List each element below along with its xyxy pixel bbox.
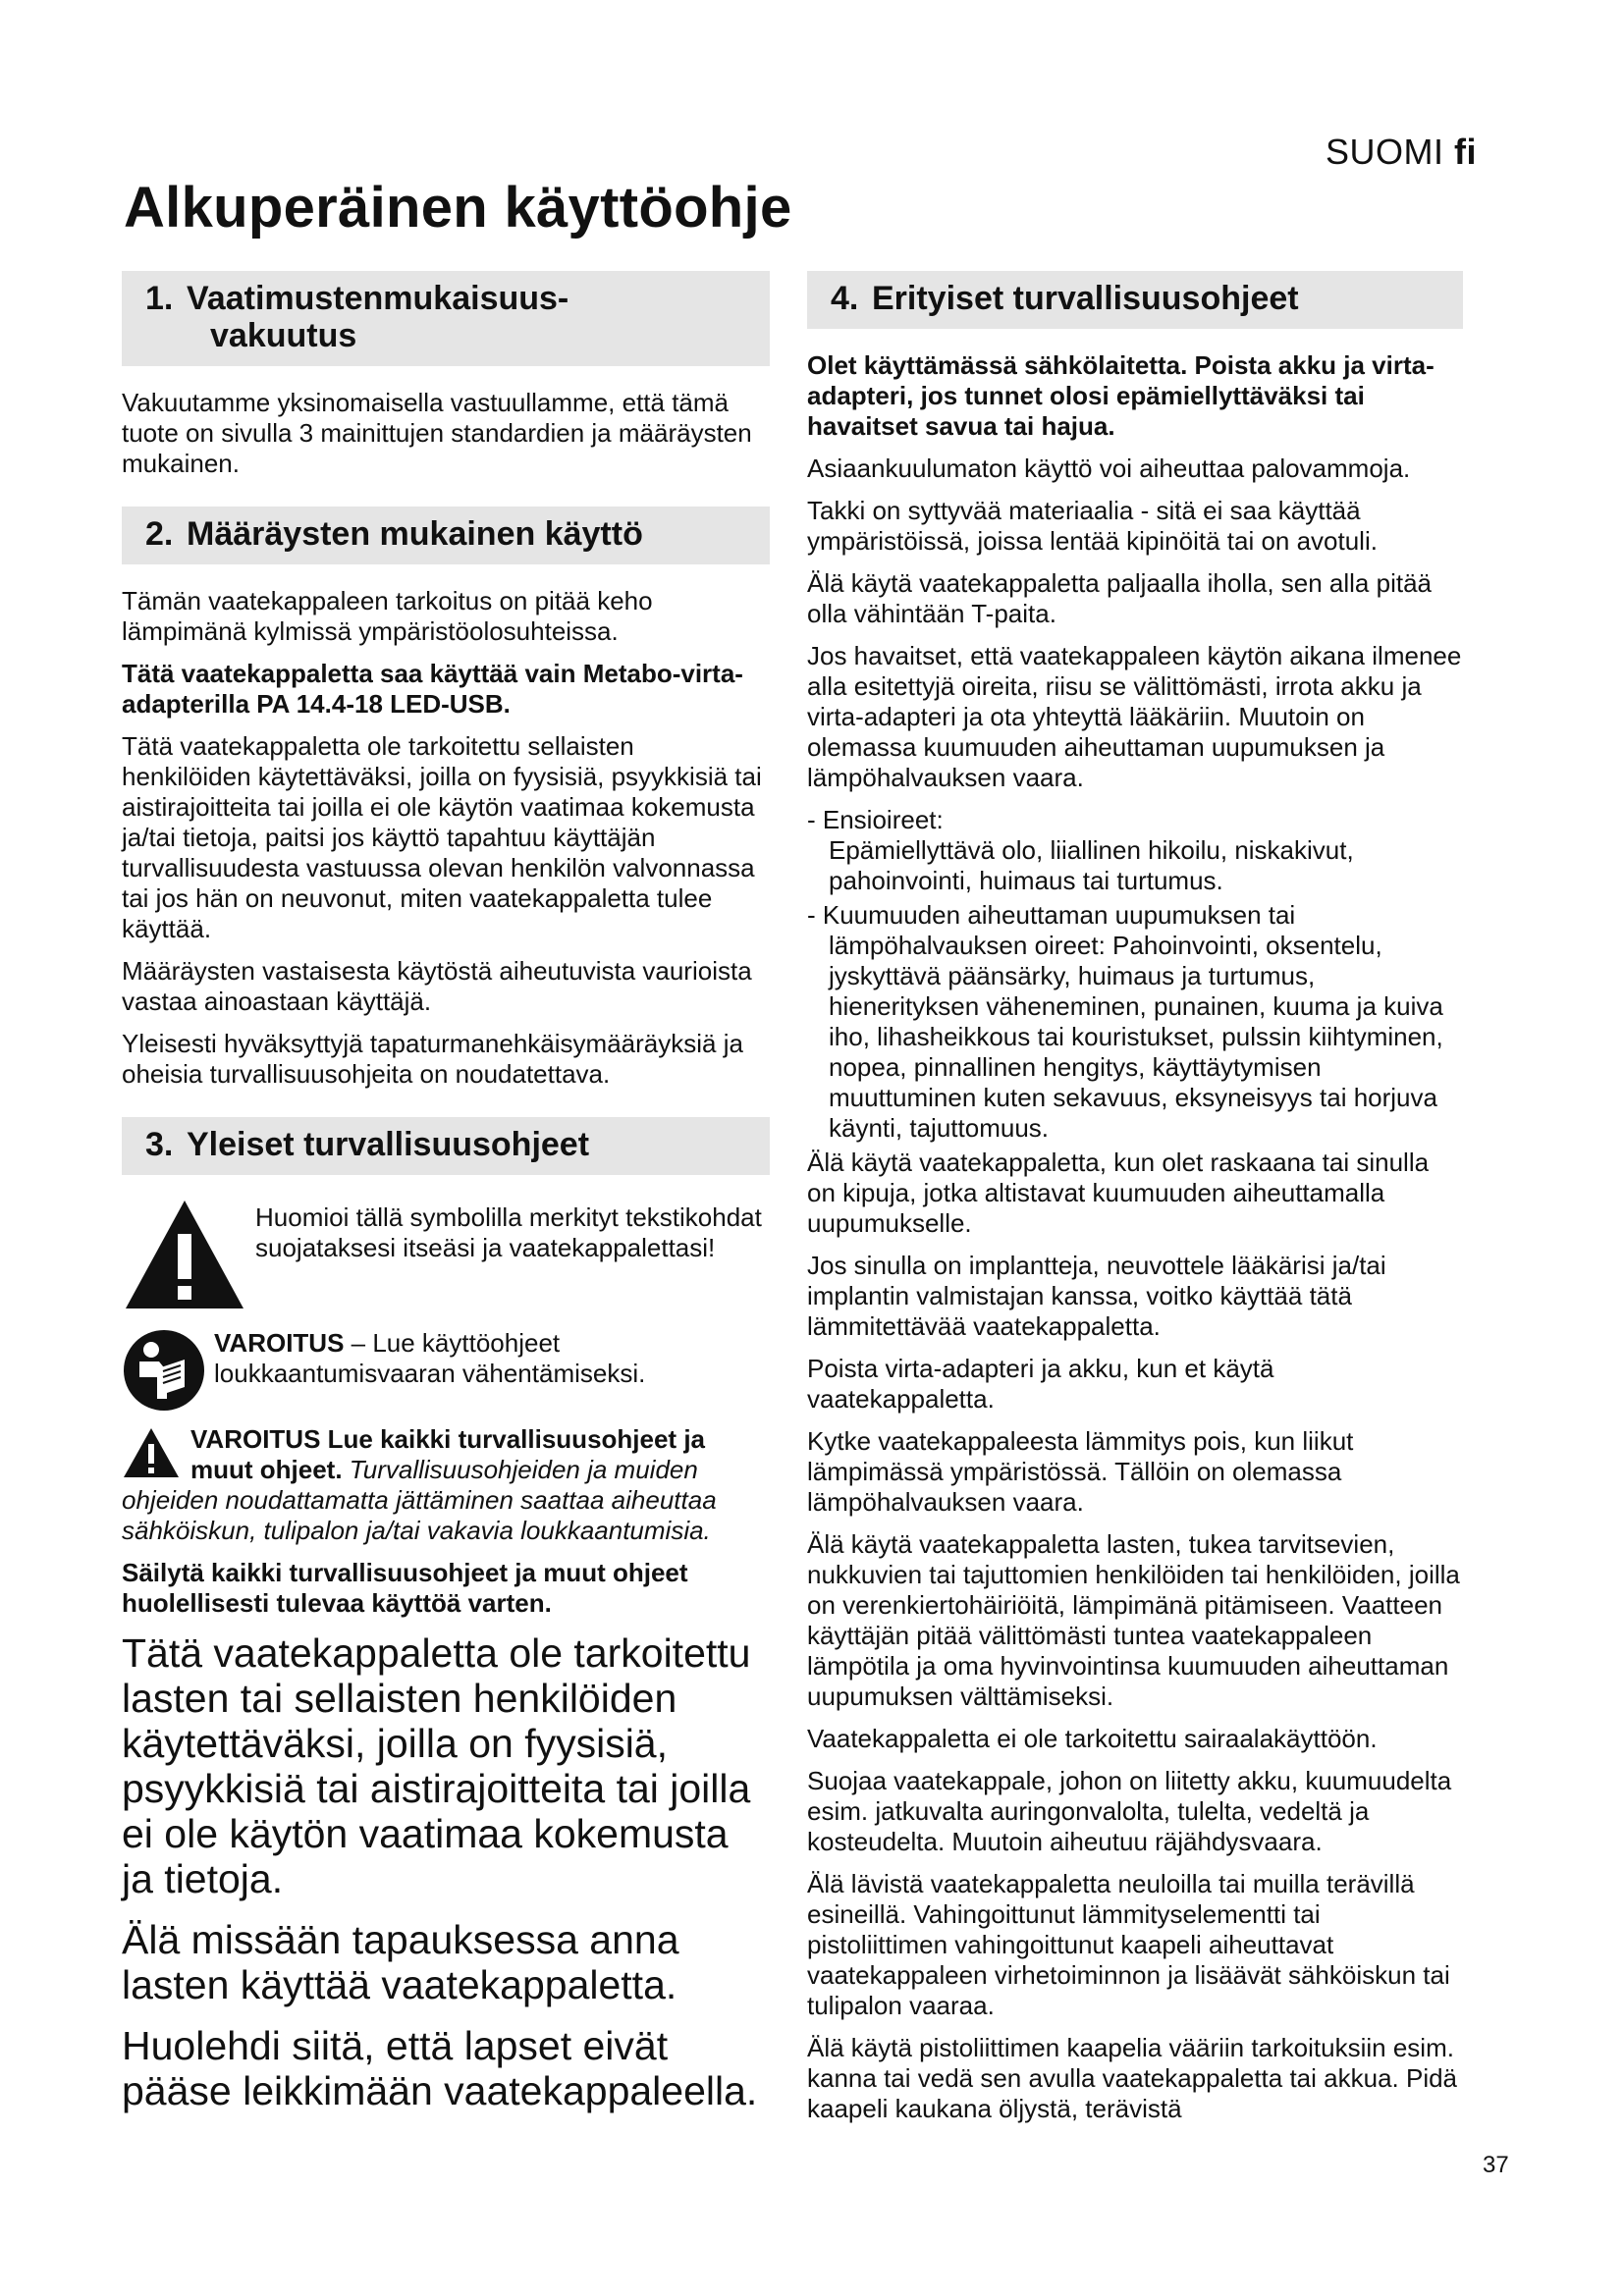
symptom-list-item-1 bbox=[807, 805, 1463, 896]
section-1-number: 1. bbox=[145, 280, 174, 317]
symbol-note-block bbox=[122, 1197, 770, 1312]
section-4-paragraph-4: Älä käytä vaatekappaletta paljaalla iholla, sen alla pitää olla vähintään T-paita. bbox=[807, 568, 1432, 628]
symptom-list-1-head: - Ensioireet: bbox=[807, 805, 944, 834]
symbol-note-text: Huomioi tällä symbolilla merkityt tekstikohdat suojataksesi itseäsi ja vaatekappalettasi! bbox=[255, 1202, 762, 1262]
section-4-title: Erityiset turvallisuusohjeet bbox=[872, 280, 1299, 317]
section-4-number: 4. bbox=[831, 280, 859, 317]
section-4-paragraph-13: Älä lävistä vaatekappaletta neuloilla tai muilla terävillä esineillä. Vahingoittunut lämmityselementti tai pistoliittimen vahingoittunut kaapeli aiheuttavat vaatekappaleen virhetoiminnon ja lisäävät sähköiskun tai tulipalon vaaraa. bbox=[807, 1869, 1450, 2020]
section-4-paragraph-7: Jos sinulla on implantteja, neuvottele lääkärisi ja/tai implantin valmistajan kanssa, voitko käyttää tätä lämmitettävää vaatekappaletta. bbox=[807, 1251, 1386, 1341]
section-4-paragraph-3: Takki on syttyvää materiaalia - sitä ei saa käyttää ympäristöissä, joissa lentää kipinöitä tai on avotuli. bbox=[807, 496, 1378, 556]
right-column bbox=[807, 271, 1463, 2136]
large-text-2: Älä missään tapauksessa anna lasten käyttää vaatekappaletta. bbox=[122, 1917, 679, 2007]
language-code: fi bbox=[1454, 132, 1478, 172]
warning-2-italic: Turvallisuusohjeiden ja muiden ohjeiden noudattamatta jättäminen saattaa aiheuttaa sähköiskun, tulipalon ja/tai vakavia loukkaantumisia. bbox=[122, 1455, 717, 1545]
section-4-paragraph-6: Älä käytä vaatekappaletta, kun olet raskaana tai sinulla on kipuja, jotka altistavat kuumuuden aiheuttamalla uupumukselle. bbox=[807, 1148, 1430, 1238]
section-3-heading bbox=[122, 1117, 770, 1175]
section-4-paragraph-5: Jos havaitset, että vaatekappaleen käytön aikana ilmenee alla esitettyjä oireita, riisu se välittömästi, irrota akku ja virta-adapteri ja ota yhteyttä lääkäriin. Muutoin on olemassa kuumuuden aiheuttaman uupumuksen ja lämpöhalvauksen vaara. bbox=[807, 641, 1462, 792]
section-4-paragraph-10: Älä käytä vaatekappaletta lasten, tukea tarvitsevien, nukkuvien tai tajuttomien henkilöiden tai henkilöiden, joilla on verenkiertohäiriöitä, lämpimänä pitämiseen. Vaatteen käyttäjän pitää välittömästi tuntea vaatekappaleen lämpötila ja oma hyvinvointinsa kuumuuden aiheuttaman uupumuksen välttämiseksi. bbox=[807, 1529, 1460, 1711]
section-4-paragraph-8: Poista virta-adapteri ja akku, kun et käytä vaatekappaletta. bbox=[807, 1354, 1274, 1414]
language-header bbox=[1326, 132, 1477, 173]
large-text-1: Tätä vaatekappaletta ole tarkoitettu lasten tai sellaisten henkilöiden käytettäväksi, joilla on fyysisiä, psyykkisiä tai aistirajoitteita tai joilla ei ole käytön vaatimaa kokemusta ja tietoja. bbox=[122, 1630, 751, 1901]
section-3-title: Yleiset turvallisuusohjeet bbox=[187, 1126, 590, 1163]
symptom-list-2-body: lämpöhalvauksen oireet: Pahoinvointi, oksentelu, jyskyttävä päänsärky, huimaus ja turtumus, hienerityksen väheneminen, punainen, kuuma ja kuiva iho, lihasheikkous tai kouristukset, pulssin kiihtyminen, nopea, pinnallinen hengitys, käyttäytymisen muuttuminen kuten sekavuus, eksyneisyys tai horjuva käynti, tajuttomuus. bbox=[829, 931, 1443, 1143]
section-1-paragraph: Vakuutamme yksinomaisella vastuullamme, että tämä tuote on sivulla 3 mainittujen standardien ja määräysten mukainen. bbox=[122, 388, 752, 478]
section-3-number: 3. bbox=[145, 1126, 174, 1163]
section-2-paragraph-1: Tämän vaatekappaleen tarkoitus on pitää keho lämpimänä kylmissä ympäristöolosuhteissa. bbox=[122, 586, 653, 646]
section-2-heading bbox=[122, 507, 770, 564]
read-manual-icon bbox=[122, 1328, 206, 1413]
symptom-list-item-2 bbox=[807, 900, 1463, 1144]
warning-1-text: – Lue käyttöohjeet loukkaantumisvaaran vähentämiseksi. bbox=[214, 1328, 646, 1388]
symptom-list-2-head: - Kuumuuden aiheuttaman uupumuksen tai bbox=[807, 900, 1296, 930]
warning-2-bold: VAROITUS Lue kaikki turvallisuusohjeet ja muut ohjeet. bbox=[190, 1424, 705, 1484]
section-4-paragraph-1: Olet käyttämässä sähkölaitetta. Poista akku ja virta-adapteri, jos tunnet olosi epämiellyttäväksi tai havaitset savua tai hajua. bbox=[807, 350, 1435, 441]
section-2-number: 2. bbox=[145, 515, 174, 553]
small-warning-triangle-icon bbox=[122, 1426, 181, 1479]
section-4-heading bbox=[807, 271, 1463, 329]
section-4-paragraph-12: Suojaa vaatekappale, johon on liitetty akku, kuumuudelta esim. jatkuvalta auringonvalolta, tulelta, vedeltä ja kosteudelta. Muutoin aiheutuu räjähdysvaara. bbox=[807, 1766, 1452, 1856]
symptom-list-1-body: Epämiellyttävä olo, liiallinen hikoilu, niskakivut, pahoinvointi, huimaus tai turtumus. bbox=[829, 835, 1354, 895]
warning-1-label: VAROITUS bbox=[214, 1328, 345, 1358]
page-number: 37 bbox=[1483, 2152, 1509, 2178]
section-1-title-line2: vakuutus bbox=[210, 317, 357, 354]
language-name: SUOMI bbox=[1326, 132, 1444, 172]
section-1-title-line1: Vaatimustenmukaisuus- bbox=[187, 280, 569, 317]
section-1-heading bbox=[122, 271, 770, 366]
read-manual-block bbox=[122, 1324, 770, 1413]
large-text-3: Huolehdi siitä, että lapset eivät pääse leikkimään vaatekappaleella. bbox=[122, 2023, 758, 2113]
section-4-paragraph-14: Älä käytä pistoliittimen kaapelia vääriin tarkoituksiin esim. kanna tai vedä sen avulla vaatekappaletta tai akkua. Pidä kaapeli kaukana öljystä, terävistä bbox=[807, 2033, 1458, 2123]
section-2-title: Määräysten mukainen käyttö bbox=[187, 515, 643, 553]
left-column bbox=[122, 271, 770, 2129]
section-2-paragraph-5: Yleisesti hyväksyttyjä tapaturmanehkäisymääräyksiä ja oheisia turvallisuusohjeita on noudatettava. bbox=[122, 1029, 743, 1089]
warning-2-paragraph bbox=[122, 1424, 770, 1546]
page-title: Alkuperäinen käyttöohje bbox=[124, 176, 792, 240]
section-2-paragraph-3: Tätä vaatekappaletta ole tarkoitettu sellaisten henkilöiden käytettäväksi, joilla on fyysisiä, psyykkisiä tai aistirajoitteita tai joilla ei ole käytön vaatimaa kokemusta ja/tai tietoja, paitsi jos käyttö tapahtuu käyttäjän turvallisuudesta vastuussa olevan henkilön valvonnassa tai jos hän on neuvonut, miten vaatekappaletta tulee käyttää. bbox=[122, 731, 762, 943]
section-4-paragraph-2: Asiaankuulumaton käyttö voi aiheuttaa palovammoja. bbox=[807, 454, 1411, 483]
section-4-paragraph-11: Vaatekappaletta ei ole tarkoitettu sairaalakäyttöön. bbox=[807, 1724, 1378, 1753]
keep-instructions-paragraph: Säilytä kaikki turvallisuusohjeet ja muut ohjeet huolellisesti tulevaa käyttöä varten. bbox=[122, 1558, 688, 1618]
read-manual-text bbox=[214, 1324, 770, 1389]
section-2-paragraph-4: Määräysten vastaisesta käytöstä aiheutuvista vaurioista vastaa ainoastaan käyttäjä. bbox=[122, 956, 752, 1016]
section-4-paragraph-9: Kytke vaatekappaleesta lämmitys pois, kun liikut lämpimässä ympäristössä. Tällöin on olemassa lämpöhalvauksen vaara. bbox=[807, 1426, 1354, 1517]
warning-triangle-icon bbox=[122, 1197, 247, 1312]
section-2-paragraph-2: Tätä vaatekappaletta saa käyttää vain Metabo-virta-adapterilla PA 14.4-18 LED-USB. bbox=[122, 659, 743, 719]
